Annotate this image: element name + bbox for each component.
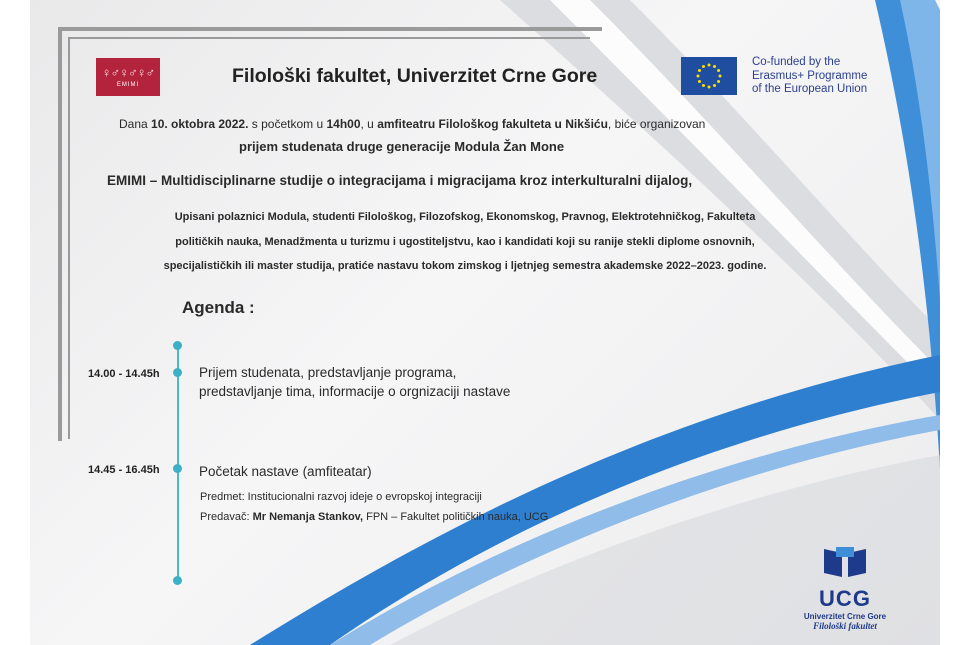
open-book-icon (822, 545, 868, 579)
ucg-logo (790, 545, 900, 631)
event-time: 14h00 (326, 117, 361, 131)
emimi-logo (96, 58, 160, 96)
emimi-logo-text: EMIMI (116, 82, 140, 88)
agenda-time: 14.00 - 14.45h (88, 368, 160, 380)
intro-text: Dana (119, 117, 152, 131)
eu-star (708, 64, 711, 67)
timeline-dot (173, 341, 182, 350)
eu-star (713, 65, 716, 68)
intro-text: , biće organizovan (607, 117, 706, 131)
lecturer-prefix: Predavač: (200, 511, 253, 523)
paragraph-line: specijalističkih ili master studija, pratiće nastavu tokom zimskog i ljetnjeg semestra akademske 2022–2023. godine. (163, 260, 767, 272)
agenda-time: 14.45 - 16.45h (88, 464, 160, 476)
intro-line-2: prijem studenata druge generacije Modula Žan Mone (239, 139, 565, 154)
eu-star (702, 84, 705, 87)
event-date: 10. oktobra 2022. (151, 117, 249, 131)
agenda-item-2-subject: Predmet: Institucionalni razvoj ideje o evropskoj integraciji (200, 491, 482, 503)
eu-star (698, 80, 701, 83)
eu-star (697, 75, 700, 78)
eu-text-line: Co-funded by the (752, 56, 841, 68)
eu-star (717, 69, 720, 72)
eu-star (717, 80, 720, 83)
eu-flag-icon (681, 57, 737, 95)
ucg-university: Univerzitet Crne Gore (803, 612, 887, 621)
agenda-item-line: predstavljanje tima, informacije o orgnizaciji nastave (199, 384, 511, 399)
paragraph-line: političkih nauka, Menadžmenta u turizmu i ugostiteljstvu, kao i kandidati koji su ranije stekli diplome osnovnih, (175, 236, 755, 248)
emimi-figures: ♀♂♀♂♀♂ (101, 65, 155, 80)
agenda-item-2-lecturer (200, 511, 548, 523)
eu-star (719, 75, 722, 78)
eu-star (698, 69, 701, 72)
intro-text: s početkom u (248, 117, 327, 131)
lecturer-name: Mr Nemanja Stankov, (252, 511, 364, 523)
timeline-dot (173, 368, 182, 377)
ucg-faculty: Filološki fakultet (813, 621, 877, 631)
eu-star (702, 65, 705, 68)
intro-line-3: EMIMI – Multidisciplinarne studije o integracijama i migracijama kroz interkulturalni dijalog, (107, 173, 693, 188)
timeline-dot (173, 576, 182, 585)
event-place: amfiteatru Filološkog fakulteta u Nikšiću (377, 117, 608, 131)
agenda-item-line: Prijem studenata, predstavljanje programa, (199, 365, 457, 380)
ucg-acronym: UCG (819, 586, 871, 611)
intro-text: , u (360, 117, 378, 131)
timeline-dot (173, 464, 182, 473)
eu-star (708, 86, 711, 89)
eu-text-line: Erasmus+ Programme (752, 69, 868, 82)
agenda-item-1 (199, 363, 510, 401)
agenda-item-2-title: Početak nastave (amfiteatar) (199, 464, 372, 479)
agenda-heading: Agenda : (182, 298, 255, 317)
eu-cofunded-text (752, 56, 867, 97)
paragraph-line: Upisani polaznici Modula, studenti Filološkog, Filozofskog, Ekonomskog, Pravnog, Elektrotehničkog, Fakulteta (174, 211, 756, 223)
lecturer-affiliation: FPN – Fakultet političkih nauka, UCG (363, 511, 549, 523)
eu-star (713, 84, 716, 87)
eu-text-line: of the European Union (752, 83, 868, 95)
intro-line-1 (119, 117, 705, 131)
page-title: Filološki fakultet, Univerzitet Crne Gore (232, 65, 598, 87)
poster (30, 0, 940, 645)
